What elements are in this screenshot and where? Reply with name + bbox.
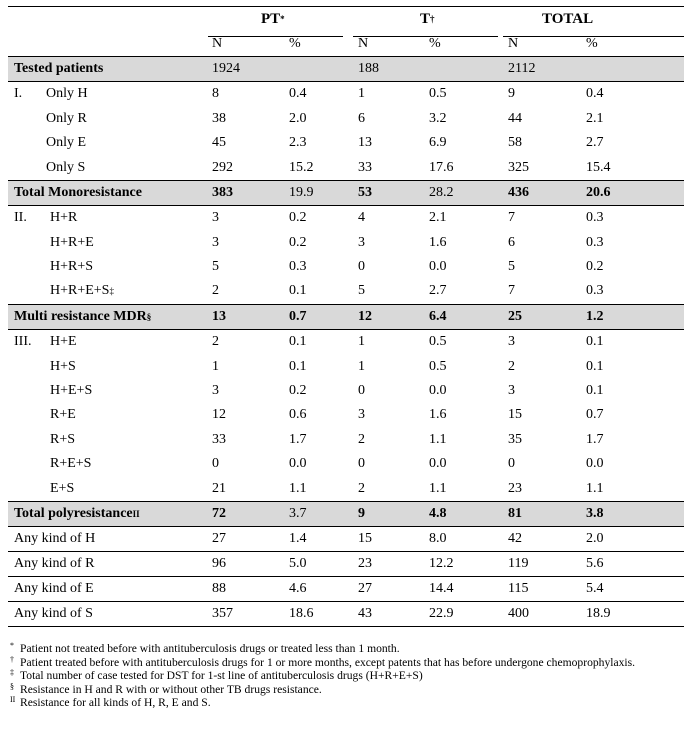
cell-value: 0.2 [289,234,307,250]
tested-patients-row [8,56,684,82]
any-kind-row [8,602,684,627]
cell-value: 1 [358,334,365,350]
cell-value: 119 [508,556,529,572]
cell-value: 2.7 [586,135,604,151]
cell-value: 42 [508,531,522,547]
row-label [50,206,77,230]
cell-value: 21 [212,480,226,496]
cell-value: 2.0 [289,110,307,126]
row-label-text: Only E [46,135,87,151]
header-group-row [8,6,684,31]
cell-value: 19.9 [289,184,314,200]
cell-value: 5.6 [586,556,604,572]
cell-value: 18.6 [289,606,314,622]
row-label [50,452,91,476]
cell-value: 9 [358,506,365,521]
cell-value: 0.0 [586,456,604,472]
cell-value: 1 [212,358,219,374]
cell-value: 6.4 [429,308,447,324]
cell-value: 188 [358,60,379,76]
row-label: Any kind of R [14,556,95,572]
cell-value: 4.6 [289,581,307,597]
cell-value: 3.7 [289,506,307,521]
cell-value: 3 [212,383,219,399]
cell-value: 13 [212,308,226,324]
row-label [50,231,94,255]
data-row [8,206,684,230]
row-label: H+R+E+S ‡ [50,283,114,299]
header-group-label: TOTAL [542,10,594,27]
any-kind-row [8,527,684,552]
cell-value: 0 [358,259,365,275]
total-row [8,501,684,527]
header-sub-label: % [586,35,598,51]
cell-value: 23 [508,480,522,496]
total-label: Total polyresistance II [14,506,140,521]
header-sub-row [8,31,684,55]
cell-value: 0.6 [289,407,307,423]
footnote-text: Patient treated before with antituberculosis drugs for 1 or more months, except patents that has before undergone chemoprophylaxis. [20,655,636,669]
header-group-label: PT [261,10,281,27]
footnote-text: Resistance for all kinds of H, R, E and S. [20,696,211,710]
footnote [10,642,686,656]
cell-value: 9 [508,86,515,102]
cell-value: 1 [358,86,365,102]
header-group-label: T [420,10,431,27]
row-label [46,107,87,131]
cell-value: 0.3 [289,259,307,275]
total-label-text: Total polyresistance [14,506,133,521]
cell-value: 17.6 [429,159,454,175]
cell-value: 44 [508,110,522,126]
cell-value: 12 [358,308,372,324]
cell-value: 22.9 [429,606,454,622]
cell-value: 43 [358,606,372,622]
footnote [10,669,686,683]
cell-value: 0.1 [289,358,307,374]
data-row [8,255,684,279]
cell-value: 7 [508,210,515,226]
data-row [8,428,684,452]
footnote-mark: II [10,695,16,705]
row-label-text: R+E+S [50,456,92,472]
cell-value: 1.1 [429,431,447,447]
cell-value: 2 [358,431,365,447]
header-sub-label: N [508,35,519,51]
cell-value: 1.1 [586,480,604,496]
cell-value: 28.2 [429,184,454,200]
cell-value: 0 [358,456,365,472]
roman-numeral: III. [14,334,32,350]
cell-value: 0.5 [429,334,447,350]
cell-value: 15.2 [289,159,314,175]
cell-value: 88 [212,581,226,597]
cell-value: 3.8 [586,506,604,521]
row-label-text: H+E+S [50,383,93,399]
row-label [46,82,88,106]
cell-value: 1924 [212,60,240,76]
cell-value: 81 [508,506,522,521]
cell-value: 6 [358,110,365,126]
cell-value: 12.2 [429,556,454,572]
total-label-text: Total Monoresistance [14,184,142,200]
cell-value: 0.5 [429,86,447,102]
cell-value: 12 [212,407,226,423]
row-label [50,428,75,452]
total-row [8,180,684,206]
data-row [8,476,684,500]
cell-value: 14.4 [429,581,454,597]
cell-value: 3 [212,210,219,226]
row-label-text: Only R [46,110,87,126]
cell-value: 0.3 [586,234,604,250]
cell-value: 5 [358,283,365,299]
header-group: T † [420,10,435,27]
cell-value: 115 [508,581,529,597]
footnote-text: Patient not treated before with antituberculosis drugs or treated less than 1 month. [20,642,400,655]
data-row [8,155,684,179]
data-row [8,279,684,303]
cell-value: 5.0 [289,556,307,572]
total-label: Multi resistance MDR § [14,308,152,324]
footnotes [10,642,686,710]
total-row [8,304,684,330]
data-row [8,403,684,427]
row-label-text: H+R+S [50,259,94,275]
cell-value: 2.0 [586,531,604,547]
cell-value: 35 [508,431,522,447]
roman-numeral: I. [14,86,23,102]
cell-value: 7 [508,283,515,299]
data-row [8,330,684,354]
cell-value: 0.1 [586,383,604,399]
cell-value: 38 [212,110,226,126]
row-label [50,403,76,427]
footnote [10,696,686,710]
cell-value: 383 [212,184,233,200]
cell-value: 0.1 [289,283,307,299]
row-label-text: H+R+E [50,234,94,250]
row-label-text: H+R [50,210,78,226]
cell-value: 0 [508,456,515,472]
cell-value: 0.3 [586,210,604,226]
cell-value: 3.2 [429,110,447,126]
row-label: Any kind of H [14,531,96,547]
footnote-mark: ‡ [10,668,14,678]
cell-value: 1.7 [586,431,604,447]
cell-value: 33 [358,159,372,175]
cell-value: 3 [508,383,515,399]
cell-value: 20.6 [586,184,611,200]
header-sub-label: % [429,35,441,51]
row-label-text: H+S [50,358,76,374]
cell-value: 0.0 [429,259,447,275]
row-label [50,255,93,279]
cell-value: 2.7 [429,283,447,299]
data-row [8,452,684,476]
cell-value: 2 [358,480,365,496]
cell-value: 2 [212,334,219,350]
data-row [8,82,684,106]
cell-value: 0.3 [586,283,604,299]
cell-value: 2.1 [429,210,447,226]
cell-value: 27 [358,581,372,597]
cell-value: 6.9 [429,135,447,151]
cell-value: 0.4 [586,86,604,102]
cell-value: 3 [358,234,365,250]
cell-value: 0 [358,383,365,399]
any-kind-row [8,577,684,602]
cell-value: 23 [358,556,372,572]
cell-value: 0.1 [586,358,604,374]
cell-value: 0.1 [289,334,307,350]
cell-value: 2.3 [289,135,307,151]
cell-value: 45 [212,135,226,151]
cell-value: 1.4 [289,531,307,547]
row-label [46,155,85,179]
row-label [50,330,77,354]
header-sub-label: % [289,35,301,51]
resistance-table [8,6,684,627]
cell-value: 0 [212,456,219,472]
row-label-text: R+E [50,407,76,423]
footnote [10,683,686,697]
cell-value: 3 [212,234,219,250]
cell-value: 2112 [508,60,536,76]
cell-value: 0.0 [429,456,447,472]
footnote-mark: § [10,681,14,691]
cell-value: 436 [508,184,529,200]
cell-value: 0.2 [586,259,604,275]
row-label-text: E+S [50,480,75,496]
cell-value: 8.0 [429,531,447,547]
cell-value: 1.6 [429,407,447,423]
row-label: Any kind of S [14,606,93,622]
row-label [50,354,76,378]
header-sub-label: N [358,35,369,51]
roman-numeral: II. [14,210,27,226]
row-label-text: Only H [46,86,88,102]
cell-value: 0.1 [586,334,604,350]
cell-value: 72 [212,506,226,521]
cell-value: 1.1 [289,480,307,496]
cell-value: 1.1 [429,480,447,496]
cell-value: 0.2 [289,383,307,399]
footnote-mark: * [10,641,14,650]
footnote-text: Total number of case tested for DST for 1-st line of antituberculosis drugs (H+R+E+S) [20,669,423,683]
cell-value: 6 [508,234,515,250]
cell-value: 2 [508,358,515,374]
cell-value: 0.7 [289,308,307,324]
cell-value: 4.8 [429,506,447,521]
row-label: Any kind of E [14,581,94,597]
cell-value: 13 [358,135,372,151]
footnote-text: Resistance in H and R with or without other TB drugs resistance. [20,682,322,696]
row-label [50,476,74,500]
any-kind-row [8,552,684,577]
header-group: PT * [261,10,285,27]
footnote-mark: † [10,654,14,664]
cell-value: 1.7 [289,431,307,447]
cell-value: 4 [358,210,365,226]
data-row [8,379,684,403]
total-label [14,181,142,205]
row-label-text: H+R+E+S [50,283,110,299]
cell-value: 1.6 [429,234,447,250]
row-label-text: R+S [50,431,76,447]
cell-value: 53 [358,184,372,200]
cell-value: 96 [212,556,226,572]
cell-value: 0.2 [289,210,307,226]
cell-value: 325 [508,159,529,175]
cell-value: 25 [508,308,522,324]
cell-value: 2.1 [586,110,604,126]
cell-value: 8 [212,86,219,102]
cell-value: 400 [508,606,529,622]
cell-value: 357 [212,606,233,622]
data-row [8,107,684,131]
cell-value: 0.0 [289,456,307,472]
header-sub-label: N [212,35,223,51]
data-row [8,131,684,155]
row-label-text: Only S [46,159,86,175]
row-label: Tested patients [14,60,104,76]
cell-value: 5.4 [586,581,604,597]
cell-value: 5 [212,259,219,275]
cell-value: 15.4 [586,159,611,175]
data-row [8,231,684,255]
cell-value: 18.9 [586,606,611,622]
cell-value: 1 [358,358,365,374]
footnote [10,656,686,670]
data-row [8,354,684,378]
cell-value: 2 [212,283,219,299]
cell-value: 15 [508,407,522,423]
cell-value: 58 [508,135,522,151]
cell-value: 0.5 [429,358,447,374]
cell-value: 33 [212,431,226,447]
cell-value: 15 [358,531,372,547]
row-label-text: H+E [50,334,77,350]
total-label-text: Multi resistance MDR [14,308,147,324]
cell-value: 0.0 [429,383,447,399]
cell-value: 3 [358,407,365,423]
row-label [50,379,92,403]
cell-value: 5 [508,259,515,275]
cell-value: 3 [508,334,515,350]
header-group [542,7,593,31]
cell-value: 0.4 [289,86,307,102]
cell-value: 292 [212,159,233,175]
cell-value: 27 [212,531,226,547]
row-label [46,131,86,155]
cell-value: 1.2 [586,308,604,324]
cell-value: 0.7 [586,407,604,423]
